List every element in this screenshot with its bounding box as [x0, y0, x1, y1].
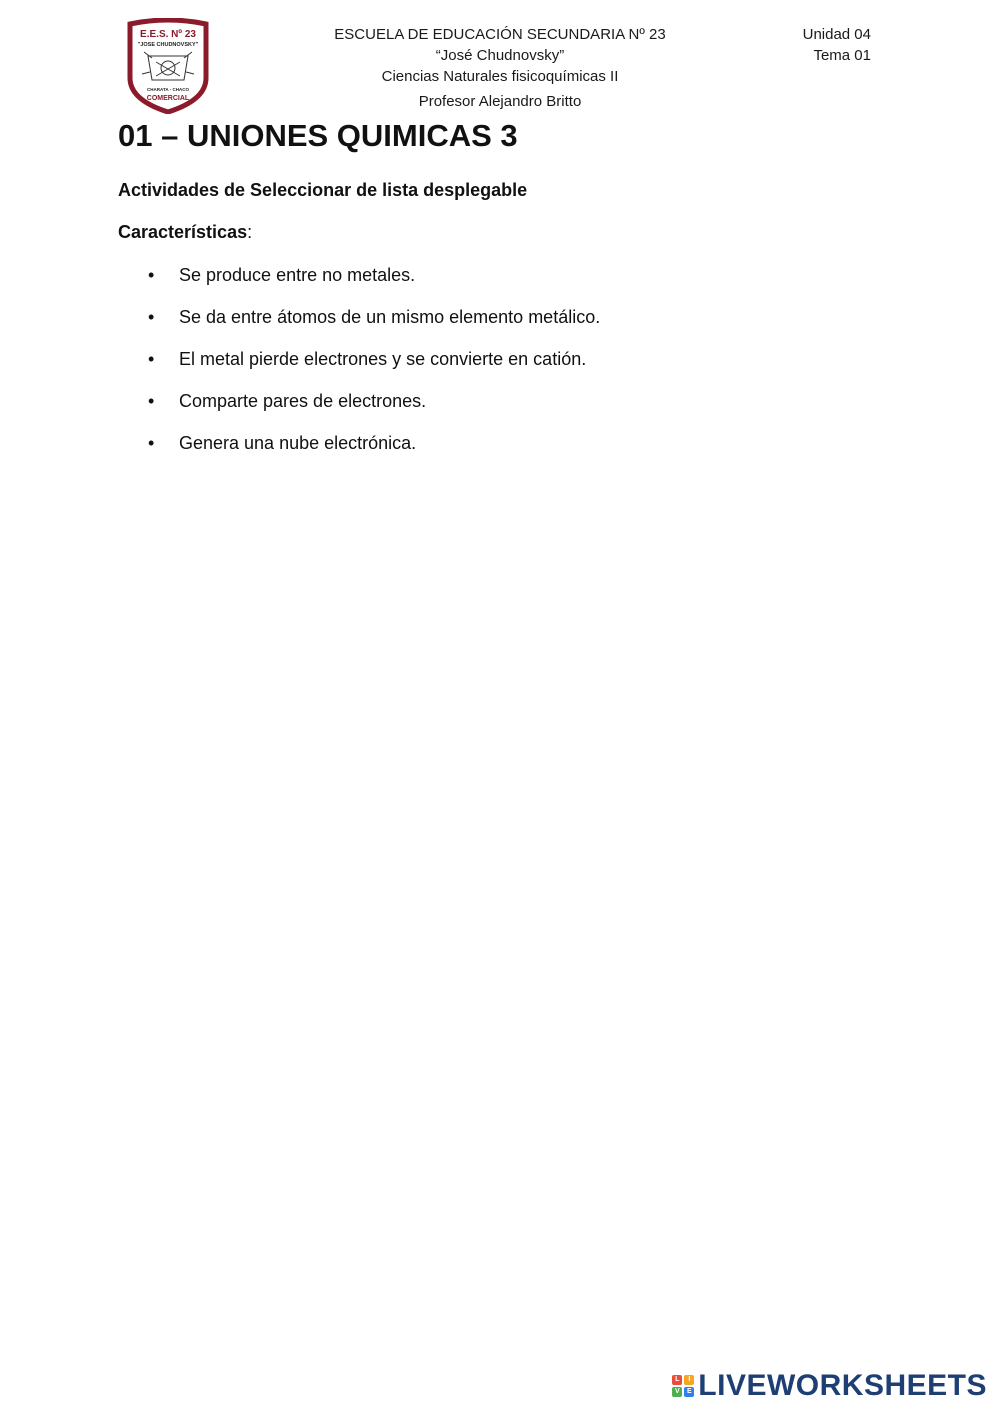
svg-text:COMERCIAL: COMERCIAL: [146, 95, 190, 102]
unit-label: Unidad 04: [802, 26, 871, 43]
topic-label: Tema 01: [813, 47, 871, 64]
list-item-text: Se da entre átomos de un mismo elemento metálico.: [179, 307, 601, 327]
list-item-text: Genera una nube electrónica.: [179, 433, 417, 453]
list-item: [148, 262, 600, 304]
teacher-name: Profesor Alejandro Britto: [418, 93, 582, 110]
list-item: [148, 430, 600, 472]
brand-block: V: [672, 1387, 682, 1397]
list-item: [148, 346, 600, 388]
subject-name: Ciencias Naturales fisicoquímicas II: [381, 68, 619, 85]
school-name: ESCUELA DE EDUCACIÓN SECUNDARIA Nº 23: [334, 26, 666, 43]
list-item: [148, 388, 600, 430]
school-header: [300, 24, 700, 112]
liveworksheets-logo: [672, 1369, 987, 1403]
bullet-icon: •: [148, 349, 155, 369]
bullet-icon: •: [148, 265, 155, 285]
list-item-text: Comparte pares de electrones.: [179, 391, 427, 411]
page-title: 01 – UNIONES QUIMICAS 3: [118, 118, 518, 153]
list-item-text: Se produce entre no metales.: [179, 265, 416, 285]
svg-text:CHARATA - CHACO: CHARATA - CHACO: [147, 87, 189, 92]
characteristics-heading: [118, 222, 252, 243]
bullet-icon: •: [148, 391, 155, 411]
characteristics-label: Características: [118, 222, 248, 242]
brand-block: I: [684, 1375, 694, 1385]
svg-text:"JOSE CHUDNOVSKY": "JOSE CHUDNOVSKY": [137, 42, 199, 48]
list-item: [148, 304, 600, 346]
brand-block: L: [672, 1375, 682, 1385]
bullet-icon: •: [148, 433, 155, 453]
characteristics-colon: :: [247, 222, 253, 242]
school-subtitle: “José Chudnovsky”: [435, 47, 565, 64]
characteristics-list: [148, 262, 600, 472]
unit-topic-block: [803, 24, 871, 66]
svg-text:E.E.S. Nº 23: E.E.S. Nº 23: [140, 29, 196, 40]
list-item-text: El metal pierde electrones y se convierte en catión.: [179, 349, 587, 369]
activity-heading: Actividades de Seleccionar de lista desplegable: [118, 180, 528, 200]
brand-block: E: [684, 1387, 694, 1397]
school-crest-logo: [126, 18, 210, 114]
bullet-icon: •: [148, 307, 155, 327]
liveworksheets-blocks-icon: [672, 1375, 694, 1397]
liveworksheets-brand-text: LIVEWORKSHEETS: [698, 1369, 987, 1402]
